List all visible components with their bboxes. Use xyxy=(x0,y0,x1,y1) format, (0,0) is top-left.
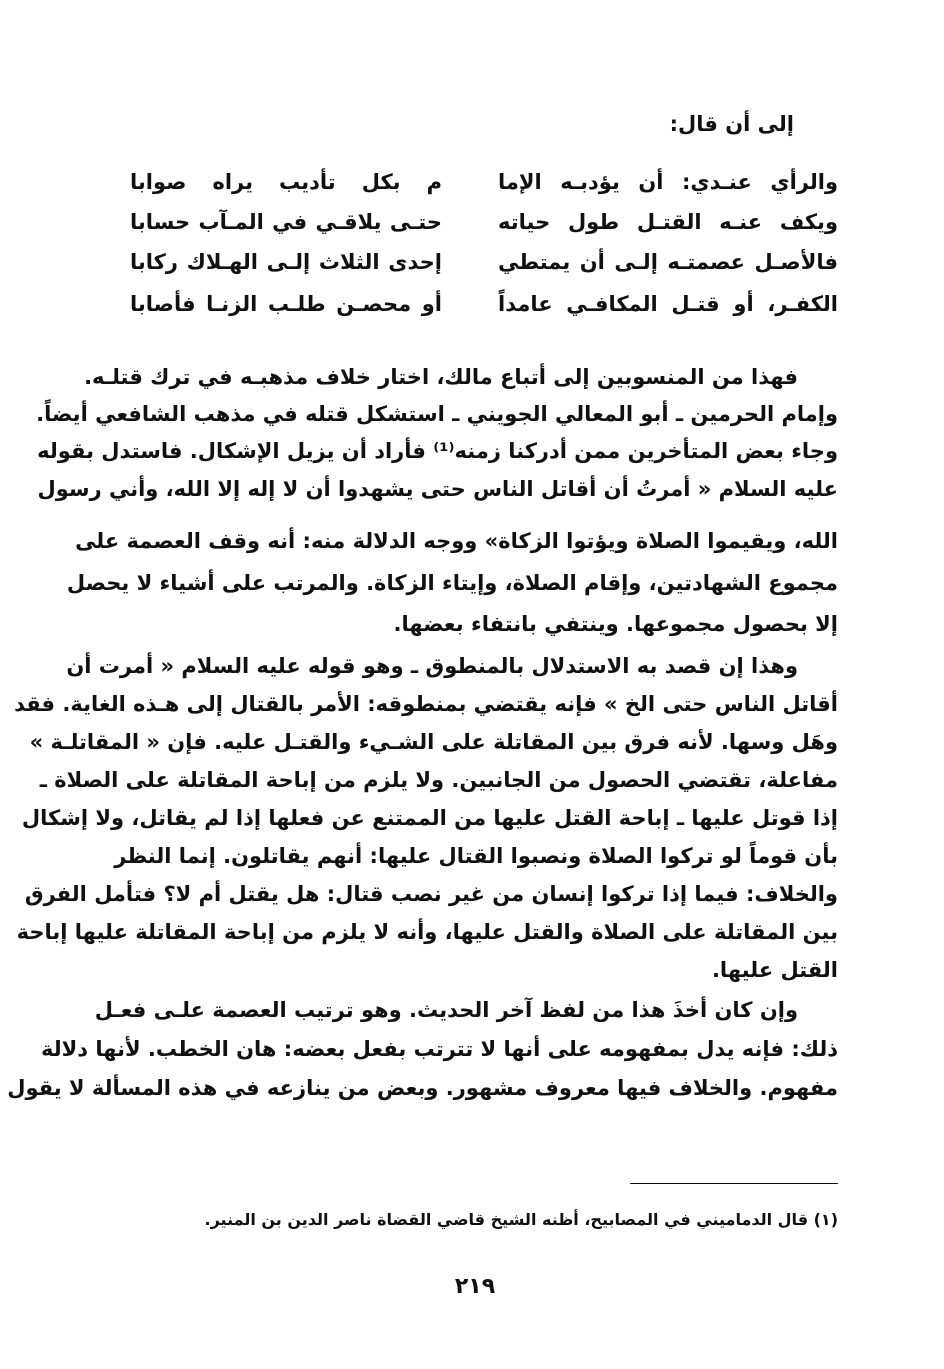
first-hemistich: والرأي عنـدي: أن يؤدبـه الإما xyxy=(498,170,838,194)
verse-line xyxy=(130,170,838,204)
paragraph-line: مفهوم. والخلاف فيها معروف مشهور. وبعض من ينازعه في هذه المسألة لا يقول xyxy=(7,1076,838,1100)
second-hemistich: م بكل تأديب يراه صوابا xyxy=(130,170,442,194)
paragraph-line: وهذا إن قصد به الاستدلال بالمنطوق ـ وهو قوله عليه السلام « أمرت أن xyxy=(66,654,798,678)
paragraph-line: عليه السلام « أمرتُ أن أقاتل الناس حتى يشهدوا أن لا إله إلا الله، وأني رسول xyxy=(37,477,838,501)
paragraph-line: والخلاف: فيما إذا تركوا إنسان من غير نصب قتال: هل يقتل أم لا؟ فتأمل الفرق xyxy=(24,882,838,906)
second-hemistich: حتـى يلاقـي في المـآب حسابا xyxy=(130,210,442,234)
verse-intro: إلى أن قال: xyxy=(669,112,794,136)
paragraph-line: القتل عليها. xyxy=(711,958,838,982)
paragraph-line: ذلك: فإنه يدل بمفهومه على أنها لا تترتب بفعل بعضه: هان الخطب. لأنها دلالة xyxy=(41,1037,838,1061)
paragraph-line: وإن كان أخذَ هذا من لفظ آخر الحديث. وهو ترتيب العصمة علـى فعـل xyxy=(94,998,798,1022)
paragraph-line: الله، ويقيموا الصلاة ويؤتوا الزكاة» ووجه الدلالة منه: أنه وقف العصمة على xyxy=(75,529,838,553)
verse-line xyxy=(130,250,838,284)
verse-line xyxy=(130,292,838,326)
first-hemistich: فالأصـل عصمتـه إلـى أن يمتطي xyxy=(498,250,838,274)
first-hemistich: ويكف عنـه القتـل طول حياته xyxy=(498,210,838,234)
page-number: ٢١٩ xyxy=(454,1274,496,1299)
paragraph-line: أقاتل الناس حتى الخ » فإنه يقتضي بمنطوقه: الأمر بالقتال إلى هـذه الغاية. فقد xyxy=(14,692,838,716)
paragraph-line: مجموع الشهادتين، وإقام الصلاة، وإيتاء الزكاة. والمرتب على أشياء لا يحصل xyxy=(66,571,838,595)
verse-line xyxy=(130,210,838,244)
paragraph-line: فهذا من المنسوبين إلى أتباع مالك، اختار خلاف مذهبـه في ترك قتلـه. xyxy=(84,365,798,389)
second-hemistich: إحدى الثلاث إلـى الهـلاك ركابا xyxy=(130,250,442,274)
paragraph-line: وهَل وسها. لأنه فرق بين المقاتلة على الشـيء والقتـل عليه. فإن « المقاتلـة » xyxy=(29,730,838,754)
paragraph-line: بين المقاتلة على الصلاة والقتل عليها، وأنه لا يلزم من إباحة المقاتلة عليها إباحة xyxy=(16,920,838,944)
paragraph-line: وجاء بعض المتأخرين ممن أدركنا زمنه⁽¹⁾ فأراد أن يزيل الإشكال. فاستدل بقوله xyxy=(37,439,838,463)
paragraph-line: إلا بحصول مجموعها. وينتفي بانتفاء بعضها. xyxy=(393,612,838,636)
paragraph-line: إذا قوتل عليها ـ إباحة القتل عليها من الممتنع عن فعلها إذا لم يقاتل، ولا إشكال xyxy=(21,806,838,830)
second-hemistich: أو محصـن طلـب الزنـا فأصابا xyxy=(130,292,442,316)
first-hemistich: الكفـر، أو قتـل المكافـي عامداً xyxy=(498,292,838,316)
paragraph-line: مفاعلة، تقتضي الحصول من الجانبين. ولا يلزم من إباحة المقاتلة على الصلاة ـ xyxy=(39,768,838,792)
footnote: (١) قال الدماميني في المصابيح، أظنه الشيخ قاضي القضاة ناصر الدين بن المنير. xyxy=(204,1210,838,1229)
paragraph-line: بأن قوماً لو تركوا الصلاة ونصبوا القتال عليها: أنهم يقاتلون. إنما النظر xyxy=(114,844,838,868)
paragraph-line: وإمام الحرمين ـ أبو المعالي الجويني ـ استشكل قتله في مذهب الشافعي أيضاً. xyxy=(36,402,838,426)
footnote-divider xyxy=(630,1183,838,1184)
